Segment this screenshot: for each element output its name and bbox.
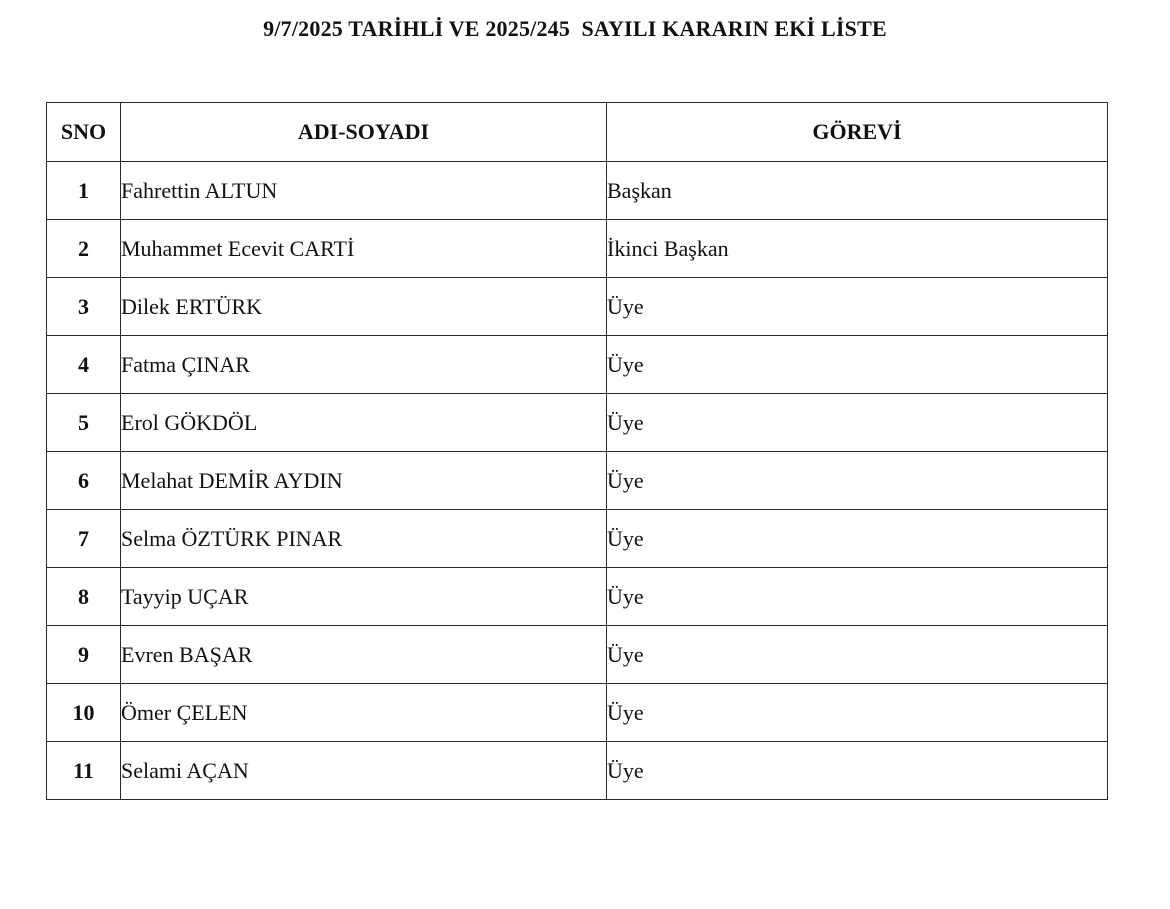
table-body [47, 162, 1108, 800]
document-title: 9/7/2025 TARİHLİ VE 2025/245 SAYILI KARARIN EKİ LİSTE [263, 16, 887, 41]
table-row [47, 162, 1108, 220]
row-role: Üye [607, 510, 1108, 568]
row-name: Muhammet Ecevit CARTİ [121, 220, 607, 278]
row-role: Üye [607, 336, 1108, 394]
header-sno: SNO [47, 103, 121, 162]
row-sno: 11 [47, 742, 121, 800]
table-row [47, 684, 1108, 742]
row-name: Evren BAŞAR [121, 626, 607, 684]
row-sno: 7 [47, 510, 121, 568]
row-role: Üye [607, 626, 1108, 684]
row-sno: 10 [47, 684, 121, 742]
row-sno: 6 [47, 452, 121, 510]
table-row [47, 742, 1108, 800]
row-name: Selma ÖZTÜRK PINAR [121, 510, 607, 568]
row-name: Erol GÖKDÖL [121, 394, 607, 452]
row-sno: 9 [47, 626, 121, 684]
row-sno: 3 [47, 278, 121, 336]
row-sno: 8 [47, 568, 121, 626]
row-name: Fahrettin ALTUN [121, 162, 607, 220]
header-row [47, 103, 1108, 162]
row-sno: 1 [47, 162, 121, 220]
row-name: Selami AÇAN [121, 742, 607, 800]
table-row [47, 568, 1108, 626]
table-row [47, 626, 1108, 684]
row-role: Üye [607, 452, 1108, 510]
row-role: Başkan [607, 162, 1108, 220]
table-row [47, 452, 1108, 510]
row-role: Üye [607, 278, 1108, 336]
table-row [47, 336, 1108, 394]
table-row [47, 510, 1108, 568]
row-name: Dilek ERTÜRK [121, 278, 607, 336]
row-role: Üye [607, 394, 1108, 452]
row-name: Tayyip UÇAR [121, 568, 607, 626]
row-role: Üye [607, 742, 1108, 800]
row-name: Melahat DEMİR AYDIN [121, 452, 607, 510]
table-row [47, 278, 1108, 336]
table-row [47, 220, 1108, 278]
row-role: İkinci Başkan [607, 220, 1108, 278]
header-name: ADI-SOYADI [121, 103, 607, 162]
row-name: Ömer ÇELEN [121, 684, 607, 742]
header-role: GÖREVİ [607, 103, 1108, 162]
row-role: Üye [607, 684, 1108, 742]
row-role: Üye [607, 568, 1108, 626]
table-header [47, 103, 1108, 162]
member-list-table [46, 102, 1108, 800]
row-name: Fatma ÇINAR [121, 336, 607, 394]
row-sno: 2 [47, 220, 121, 278]
table-row [47, 394, 1108, 452]
row-sno: 5 [47, 394, 121, 452]
row-sno: 4 [47, 336, 121, 394]
